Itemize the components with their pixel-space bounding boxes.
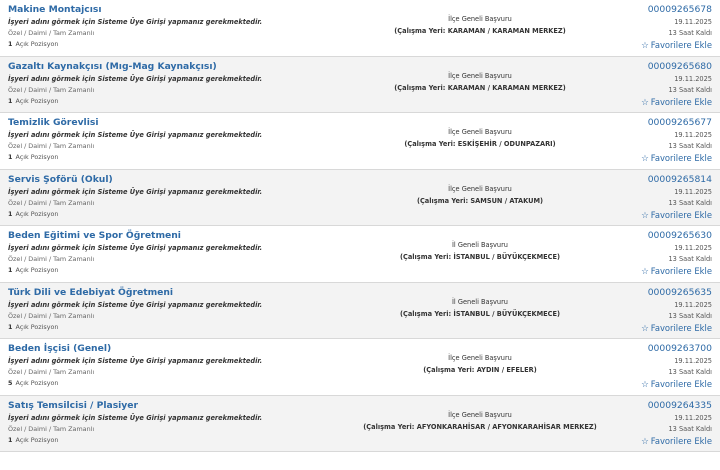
application-scope-text: İlçe Geneli Başvuru: [448, 71, 512, 80]
employer-hidden-notice: İşyeri adını görmek için Sisteme Üye Girişi yapmanız gerekmektedir.: [8, 357, 263, 365]
work-location: (Çalışma Yeri: İSTANBUL / BÜYÜKÇEKMECE): [399, 253, 561, 261]
application-scope: [340, 70, 620, 94]
listing-info: [8, 116, 348, 163]
application-scope: [340, 13, 620, 37]
add-to-favorites-link[interactable]: [592, 265, 712, 279]
job-listing-row: [0, 0, 720, 57]
listing-code-link[interactable]: 00009265677: [647, 117, 712, 128]
work-location: (Çalışma Yeri: SAMSUN / ATAKUM): [416, 196, 544, 205]
add-to-favorites-link[interactable]: [592, 322, 712, 336]
listing-meta: [592, 342, 712, 392]
listing-info: [8, 3, 348, 50]
employment-type: Özel / Daimi / Tam Zamanlı: [8, 198, 95, 207]
employer-hidden-notice: İşyeri adını görmek için Sisteme Üye Girişi yapmanız gerekmektedir.: [8, 187, 263, 196]
listing-code-link[interactable]: 00009263700: [647, 343, 712, 354]
work-location: (Çalışma Yeri: AYDIN / EFELER): [423, 366, 537, 374]
time-remaining: 13 Saat Kaldı: [668, 142, 712, 150]
application-scope: [340, 183, 620, 207]
job-title-link[interactable]: Temizlik Görevlisi: [8, 117, 99, 128]
job-listing-row: [0, 226, 720, 283]
time-remaining: 13 Saat Kaldı: [668, 198, 712, 207]
open-positions-label: Açık Pozisyon: [15, 266, 59, 274]
add-to-favorites-link[interactable]: [592, 96, 712, 110]
employer-hidden-notice: İşyeri adını görmek için Sisteme Üye Girişi yapmanız gerekmektedir.: [8, 131, 263, 139]
listing-code-link[interactable]: 00009264335: [647, 399, 712, 411]
open-positions-label: Açık Pozisyon: [15, 96, 59, 105]
listing-code-link[interactable]: 00009265635: [647, 286, 712, 298]
listing-info: [8, 286, 348, 333]
application-scope-text: İlçe Geneli Başvuru: [448, 184, 512, 193]
employment-type: Özel / Daimi / Tam Zamanlı: [8, 29, 95, 37]
listing-date: 19.11.2025: [674, 244, 712, 252]
job-listing-row: [0, 57, 720, 114]
open-positions: [8, 209, 348, 220]
open-positions-label: Açık Pozisyon: [15, 40, 59, 48]
add-to-favorites-label: Favorilere Ekle: [650, 40, 712, 50]
listing-meta: [592, 286, 712, 336]
listing-code-link[interactable]: 00009265814: [647, 173, 712, 185]
listing-date: 19.11.2025: [674, 74, 712, 83]
application-scope-text: İlçe Geneli Başvuru: [448, 15, 512, 23]
add-to-favorites-label: Favorilere Ekle: [650, 322, 712, 333]
time-remaining: 13 Saat Kaldı: [668, 29, 712, 37]
employer-hidden-notice: İşyeri adını görmek için Sisteme Üye Girişi yapmanız gerekmektedir.: [8, 18, 263, 26]
listing-meta: [592, 116, 712, 166]
add-to-favorites-label: Favorilere Ekle: [650, 209, 712, 220]
open-positions-count: 1: [8, 266, 13, 274]
star-outline-icon: ☆: [641, 154, 649, 164]
work-location: (Çalışma Yeri: KARAMAN / KARAMAN MERKEZ): [394, 83, 566, 92]
star-outline-icon: ☆: [641, 210, 649, 221]
listing-meta: [592, 60, 712, 110]
job-title-link[interactable]: Servis Şoförü (Okul): [8, 173, 113, 185]
listing-info: [8, 173, 348, 220]
open-positions: [8, 39, 348, 50]
listing-date: 19.11.2025: [674, 187, 712, 196]
star-outline-icon: ☆: [641, 97, 649, 108]
listing-code-link[interactable]: 00009265678: [647, 4, 712, 15]
work-location: (Çalışma Yeri: AFYONKARAHİSAR / AFYONKARAHİSAR MERKEZ): [363, 422, 597, 431]
employer-hidden-notice: İşyeri adını görmek için Sisteme Üye Girişi yapmanız gerekmektedir.: [8, 74, 263, 83]
work-location: (Çalışma Yeri: ESKİŞEHİR / ODUNPAZARI): [404, 140, 556, 148]
open-positions: [8, 322, 348, 333]
open-positions-label: Açık Pozisyon: [15, 379, 59, 387]
star-outline-icon: ☆: [641, 41, 649, 51]
open-positions: [8, 265, 348, 276]
open-positions-label: Açık Pozisyon: [15, 153, 59, 161]
application-scope: [340, 296, 620, 320]
listing-info: [8, 229, 348, 276]
application-scope-text: İlçe Geneli Başvuru: [448, 410, 512, 419]
job-listing-row: [0, 396, 720, 453]
application-scope-text: İlçe Geneli Başvuru: [448, 354, 512, 362]
listing-meta: [592, 399, 712, 449]
add-to-favorites-label: Favorilere Ekle: [650, 153, 712, 163]
add-to-favorites-link[interactable]: [592, 209, 712, 223]
add-to-favorites-label: Favorilere Ekle: [650, 435, 712, 446]
add-to-favorites-link[interactable]: [592, 152, 712, 166]
star-outline-icon: ☆: [641, 380, 649, 390]
open-positions: [8, 435, 348, 446]
application-scope: [340, 409, 620, 433]
listing-info: [8, 399, 348, 446]
open-positions-count: 1: [8, 209, 13, 218]
employment-type: Özel / Daimi / Tam Zamanlı: [8, 368, 95, 376]
job-title-link[interactable]: Beden Eğitimi ve Spor Öğretmeni: [8, 230, 181, 241]
add-to-favorites-link[interactable]: [592, 378, 712, 392]
time-remaining: 13 Saat Kaldı: [668, 255, 712, 263]
work-location: (Çalışma Yeri: KARAMAN / KARAMAN MERKEZ): [394, 27, 566, 35]
open-positions: [8, 152, 348, 163]
job-listing-row: [0, 339, 720, 396]
listing-meta: [592, 173, 712, 223]
open-positions-label: Açık Pozisyon: [15, 435, 59, 444]
employer-hidden-notice: İşyeri adını görmek için Sisteme Üye Girişi yapmanız gerekmektedir.: [8, 300, 263, 309]
star-outline-icon: ☆: [641, 323, 649, 334]
job-title-link[interactable]: Türk Dili ve Edebiyat Öğretmeni: [8, 286, 174, 298]
time-remaining: 13 Saat Kaldı: [668, 424, 712, 433]
open-positions: [8, 378, 348, 389]
job-listing-row: [0, 283, 720, 340]
open-positions-count: 1: [8, 40, 13, 48]
open-positions-count: 1: [8, 96, 13, 105]
job-title-link[interactable]: Beden İşçisi (Genel): [8, 343, 112, 354]
application-scope: [340, 352, 620, 376]
job-title-link[interactable]: Satış Temsilcisi / Plasiyer: [8, 399, 139, 411]
listing-meta: [592, 229, 712, 279]
job-listing-row: [0, 113, 720, 170]
employment-type: Özel / Daimi / Tam Zamanlı: [8, 85, 95, 94]
work-location: (Çalışma Yeri: İSTANBUL / BÜYÜKÇEKMECE): [399, 309, 561, 318]
application-scope-text: İlçe Geneli Başvuru: [448, 128, 512, 136]
job-listing-row: [0, 170, 720, 227]
listing-code-link[interactable]: 00009265630: [647, 230, 712, 241]
employer-hidden-notice: İşyeri adını görmek için Sisteme Üye Girişi yapmanız gerekmektedir.: [8, 244, 263, 252]
employment-type: Özel / Daimi / Tam Zamanlı: [8, 255, 95, 263]
open-positions-count: 1: [8, 322, 13, 331]
open-positions-count: 1: [8, 435, 13, 444]
star-outline-icon: ☆: [641, 436, 649, 447]
open-positions: [8, 96, 348, 107]
listing-code-link[interactable]: 00009265680: [647, 60, 712, 72]
employment-type: Özel / Daimi / Tam Zamanlı: [8, 142, 95, 150]
time-remaining: 13 Saat Kaldı: [668, 85, 712, 94]
application-scope: [340, 126, 620, 150]
add-to-favorites-link[interactable]: [592, 435, 712, 449]
listing-date: 19.11.2025: [674, 18, 712, 26]
listing-meta: [592, 3, 712, 53]
time-remaining: 13 Saat Kaldı: [668, 368, 712, 376]
add-to-favorites-label: Favorilere Ekle: [650, 96, 712, 107]
listing-date: 19.11.2025: [674, 413, 712, 422]
add-to-favorites-label: Favorilere Ekle: [650, 379, 712, 389]
employer-hidden-notice: İşyeri adını görmek için Sisteme Üye Girişi yapmanız gerekmektedir.: [8, 413, 263, 422]
listing-date: 19.11.2025: [674, 131, 712, 139]
application-scope: [340, 239, 620, 263]
time-remaining: 13 Saat Kaldı: [668, 311, 712, 320]
listing-info: [8, 60, 348, 107]
employment-type: Özel / Daimi / Tam Zamanlı: [8, 311, 95, 320]
job-title-link[interactable]: Makine Montajcısı: [8, 4, 102, 15]
open-positions-label: Açık Pozisyon: [15, 322, 59, 331]
listing-date: 19.11.2025: [674, 357, 712, 365]
open-positions-count: 5: [8, 379, 13, 387]
open-positions-label: Açık Pozisyon: [15, 209, 59, 218]
open-positions-count: 1: [8, 153, 13, 161]
listing-info: [8, 342, 348, 389]
application-scope-text: İl Geneli Başvuru: [451, 297, 508, 306]
add-to-favorites-label: Favorilere Ekle: [650, 266, 712, 276]
application-scope-text: İl Geneli Başvuru: [451, 241, 508, 249]
job-title-link[interactable]: Gazaltı Kaynakçısı (Mıg-Mag Kaynakçısı): [8, 60, 217, 72]
employment-type: Özel / Daimi / Tam Zamanlı: [8, 424, 95, 433]
add-to-favorites-link[interactable]: [592, 39, 712, 53]
star-outline-icon: ☆: [641, 267, 649, 277]
listing-date: 19.11.2025: [674, 300, 712, 309]
